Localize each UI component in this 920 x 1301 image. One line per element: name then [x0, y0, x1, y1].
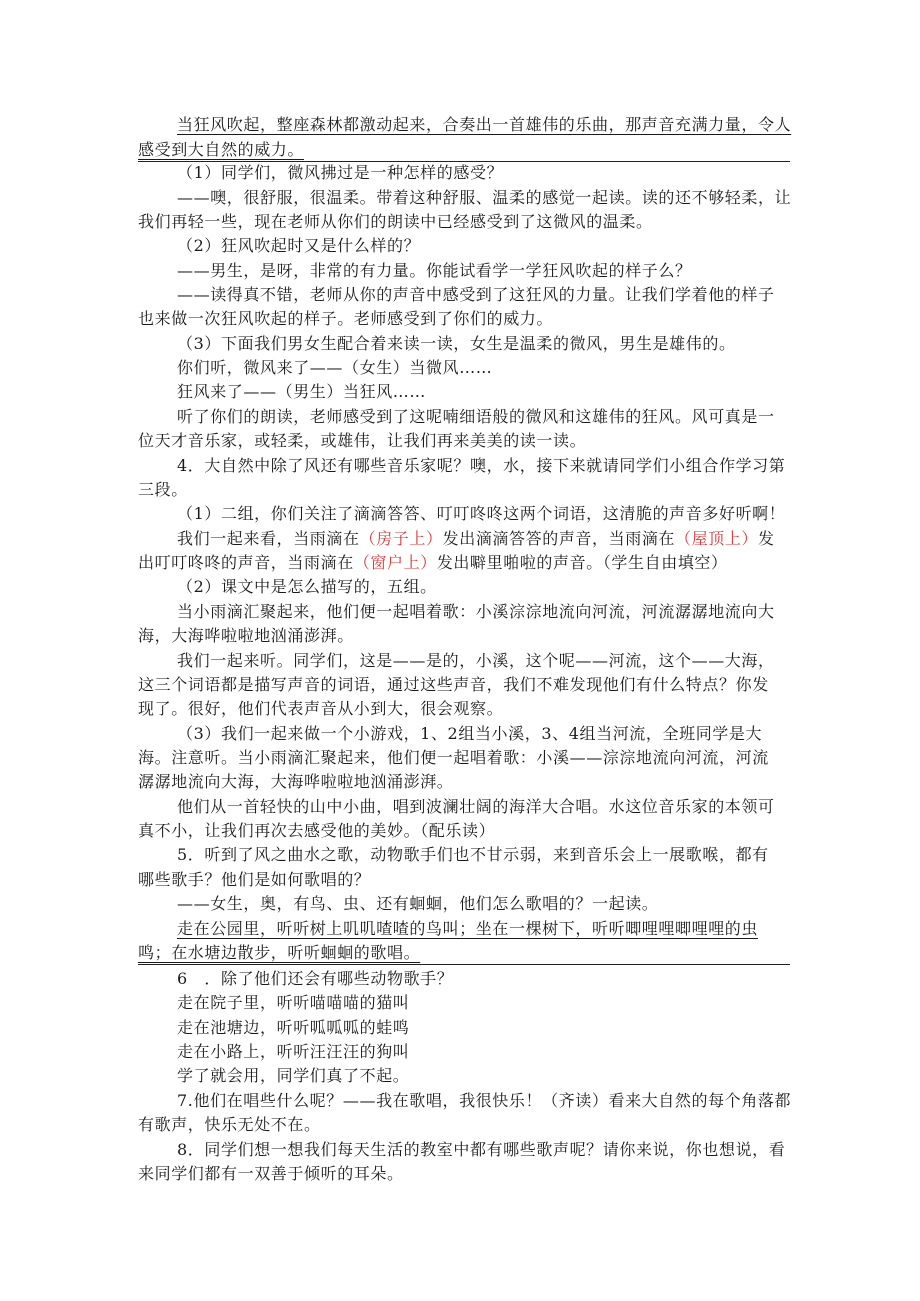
paragraph-line: 6 ．除了他们还会有哪些动物歌手？: [177, 969, 454, 988]
paragraph-line: 我们一起来听。同学们，这是——是的，小溪，这个呢——河流，这个——大海，: [177, 651, 775, 670]
paragraph-line: 海。注意听。当小雨滴汇聚起来，他们便一起唱着歌：小溪——淙淙地流向河流，河流: [138, 748, 769, 767]
paragraph-line: 走在小路上，听听汪汪汪的狗叫: [177, 1042, 410, 1061]
paragraph-line: （1）二组，你们关注了滴滴答答、叮叮咚咚这两个词语，这清脆的声音多好听啊！: [177, 504, 786, 523]
text-segment: 发: [758, 529, 775, 548]
paragraph-line: 海，大海哗啦啦地汹涌澎湃。: [138, 626, 354, 645]
paragraph-line: 这三个词语都是描写声音的词语，通过这些声音，我们不难发现他们有什么特点？你发: [138, 675, 769, 694]
paragraph-line: 有歌声，快乐无处不在。: [138, 1115, 321, 1134]
paragraph-line: 4．大自然中除了风还有哪些音乐家呢？噢，水，接下来就请同学们小组合作学习第: [177, 456, 786, 475]
paragraph-line: 鸣；在水塘边散步，听听蛔蛔的歌唱。: [138, 943, 421, 962]
horizontal-rule: [138, 964, 790, 965]
paragraph-line: 听了你们的朗读，老师感受到了这呢喃细语般的微风和这雄伟的狂风。风可真是一: [177, 407, 775, 426]
paragraph-line: 哪些歌手？他们是如何歌唱的？: [138, 870, 371, 889]
paragraph-line: 狂风来了——（男生）当狂风……: [177, 382, 427, 401]
paragraph-line: （1）同学们，微风拂过是一种怎样的感受？: [177, 163, 504, 182]
fill-in-answer: （屋顶上）: [675, 529, 759, 548]
paragraph-line: [138, 552, 728, 574]
paragraph-line: （3）下面我们男女生配合着来读一读，女生是温柔的微风，男生是雄伟的。: [177, 334, 736, 353]
paragraph-line: 学了就会用，同学们真了不起。: [177, 1066, 410, 1085]
paragraph-line: （2）课文中是怎么描写的，五组。: [177, 577, 437, 596]
fill-in-answer: （房子上）: [359, 529, 443, 548]
paragraph-line: （3）我们一起来做一个小游戏，1、2组当小溪，3、4组当河流，全班同学是大: [177, 724, 763, 743]
text-segment: 出叮叮咚咚的声音，当雨滴在: [138, 553, 354, 572]
paragraph-line: 三段。: [138, 480, 188, 499]
paragraph-line: 当小雨滴汇聚起来，他们便一起唱着歌：小溪淙淙地流向河流，河流潺潺地流向大: [177, 602, 775, 621]
paragraph-line: ——读得真不错，老师从你的声音中感受到了这狂风的力量。让我们学着他的样子: [177, 285, 775, 304]
paragraph-line: 真不小，让我们再次去感受他的美妙。（配乐读）: [138, 821, 496, 840]
paragraph-line: 你们听，微风来了——（女生）当微风……: [177, 358, 493, 377]
paragraph-line: 5．听到了风之曲水之歌，动物歌手们也不甘示弱，来到音乐会上一展歌喉，都有: [177, 845, 769, 864]
paragraph-line: 当狂风吹起，整座森林都激动起来，合奏出一首雄伟的乐曲，那声音充满力量，令人: [177, 115, 792, 134]
paragraph-line: 他们从一首轻快的山中小曲，唱到波澜壮阔的海洋大合唱。水这位音乐家的本领可: [177, 797, 775, 816]
fill-in-answer: （窗户上）: [353, 553, 437, 572]
paragraph-line: 现了。很好，他们代表声音从小到大，很会观察。: [138, 699, 504, 718]
paragraph-line: ——噢，很舒服，很温柔。带着这种舒服、温柔的感觉一起读。读的还不够轻柔，让: [177, 188, 792, 207]
paragraph-line: 来同学们都有一双善于倾听的耳朵。: [138, 1164, 404, 1183]
paragraph-line: （2）狂风吹起时又是什么样的？: [177, 236, 421, 255]
paragraph-line: 8．同学们想一想我们每天生活的教室中都有哪些歌声呢？请你来说，你也想说，看: [177, 1140, 786, 1159]
text-segment: 发出噼里啪啦的声音。（学生自由填空）: [436, 553, 728, 572]
paragraph-line: 也来做一次狂风吹起的样子。老师感受到了你们的威力。: [138, 309, 554, 328]
text-segment: 发出滴滴答答的声音，当雨滴在: [442, 529, 676, 548]
paragraph-line: ——女生，奥，有鸟、虫、还有蛔蛔，他们怎么歌唱的？一起读。: [177, 894, 659, 913]
paragraph-line: [177, 528, 775, 550]
paragraph-line: 7.他们在唱些什么呢？——我在歌唱，我很快乐！（齐读）看来大自然的每个角落都: [177, 1091, 792, 1110]
paragraph-line: 位天才音乐家，或轻柔，或雄伟，让我们再来美美的读一读。: [138, 431, 587, 450]
text-segment: 我们一起来看，当雨滴在: [177, 529, 360, 548]
paragraph-line: 走在公园里，听听树上叽叽喳喳的鸟叫；坐在一棵树下，听听唧哩哩唧哩哩的虫: [177, 919, 759, 938]
paragraph-line: 我们再轻一些，现在老师从你们的朗读中已经感受到了这微风的温柔。: [138, 212, 653, 231]
paragraph-line: 感受到大自然的威力。: [138, 140, 305, 159]
paragraph-line: 走在院子里，听听喵喵喵的猫叫: [177, 993, 410, 1012]
paragraph-line: 潺潺地流向大海，大海哗啦啦地汹涌澎湃。: [138, 772, 454, 791]
paragraph-line: 走在池塘边，听听呱呱呱的蛙鸣: [177, 1018, 410, 1037]
paragraph-line: ——男生，是呀，非常的有力量。你能试看学一学狂风吹起的样子么？: [177, 261, 692, 280]
